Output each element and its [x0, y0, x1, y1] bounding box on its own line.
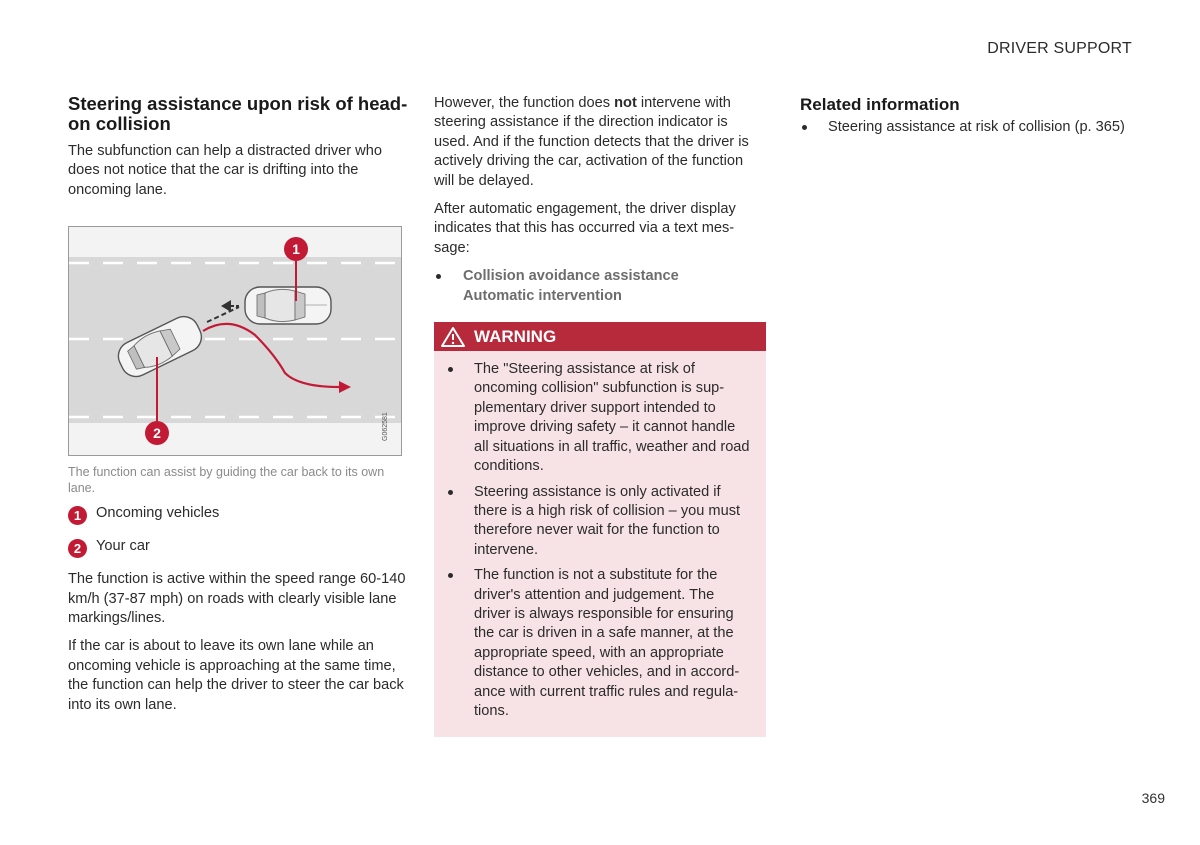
related-info-heading: Related information: [800, 95, 960, 114]
legend-badge-1: 1: [68, 506, 87, 525]
leave-lane-paragraph: If the car is about to leave its own lane while an oncoming vehicle is approaching at the same time, the function can help the driver to steer the car back into its own lane.: [68, 638, 404, 713]
not-intervene-paragraph: [434, 94, 766, 191]
warning-triangle-icon: [440, 326, 466, 348]
warning-list: [434, 351, 766, 721]
warning-item: The function is not a substitute for the driver's attention and judgement. The driver is always responsible for ensuring the car is driven in a safe manner, at the appropriate speed, with an appropriate distance to other vehicles, and in accord-ance with current traffic rules and regula-tions.: [446, 566, 752, 721]
display-message-item: [434, 267, 766, 306]
related-info-link[interactable]: Steering assistance at risk of collision (p. 365): [800, 118, 1130, 137]
display-message-list: [434, 267, 766, 306]
emphasis-not: not: [614, 95, 637, 111]
illustration-figure: [68, 226, 402, 456]
warning-header: [434, 322, 766, 351]
column-right: [800, 94, 1130, 153]
svg-text:2: 2: [153, 425, 161, 442]
column-middle: [434, 94, 766, 737]
legend-item-your-car: [68, 537, 408, 558]
legend-label-your-car: Your car: [96, 538, 150, 555]
section-heading: Steering assistance upon risk of head-on collision: [68, 93, 408, 134]
callout-2-badge: [145, 421, 169, 445]
oncoming-car-graphic: [245, 287, 331, 324]
warning-title: WARNING: [474, 326, 557, 346]
message-line-1: Collision avoidance assistance: [463, 268, 679, 285]
svg-text:1: 1: [292, 241, 300, 258]
speed-range-paragraph: The function is active within the speed range 60-140 km/h (37-87 mph) on roads with clearly visible lane markings/lines.: [68, 571, 406, 627]
related-info-list: [800, 118, 1130, 137]
legend-label-oncoming: Oncoming vehicles: [96, 505, 220, 522]
engagement-paragraph: After automatic engagement, the driver display indicates that this has occurred via a text mes-sage:: [434, 201, 736, 256]
intro-paragraph: The subfunction can help a distracted driver who does not notice that the car is drifting into the oncoming lane.: [68, 143, 382, 198]
legend-item-oncoming: [68, 504, 408, 525]
figure-caption: The function can assist by guiding the car back to its own lane.: [68, 465, 385, 496]
warning-box: [434, 322, 766, 737]
image-code: G062581: [382, 412, 389, 442]
header-section-title: DRIVER SUPPORT: [987, 40, 1132, 57]
column-left: [68, 94, 408, 724]
warning-item: The "Steering assistance at risk of oncoming collision" subfunction is sup-plementary driver support intended to improve driving safety – it cannot handle all situations in all traffic, weather and road conditions.: [446, 360, 752, 476]
legend-badge-2: 2: [68, 539, 87, 558]
callout-1-badge: [284, 237, 308, 261]
warning-item: Steering assistance is only activated if there is a high risk of collision – you must therefore never wait for the function to intervene.: [446, 483, 752, 561]
road-illustration: [69, 227, 401, 455]
paragraph-text-start: However, the function does: [434, 95, 615, 111]
message-line-2: Automatic intervention: [463, 287, 622, 304]
paragraph-text-end: intervene with steering assistance if the direction indicator is used. And if the function detects that the driver is actively driving the car, activation of the function will be delayed.: [434, 95, 749, 189]
page-number: 369: [1141, 790, 1165, 806]
